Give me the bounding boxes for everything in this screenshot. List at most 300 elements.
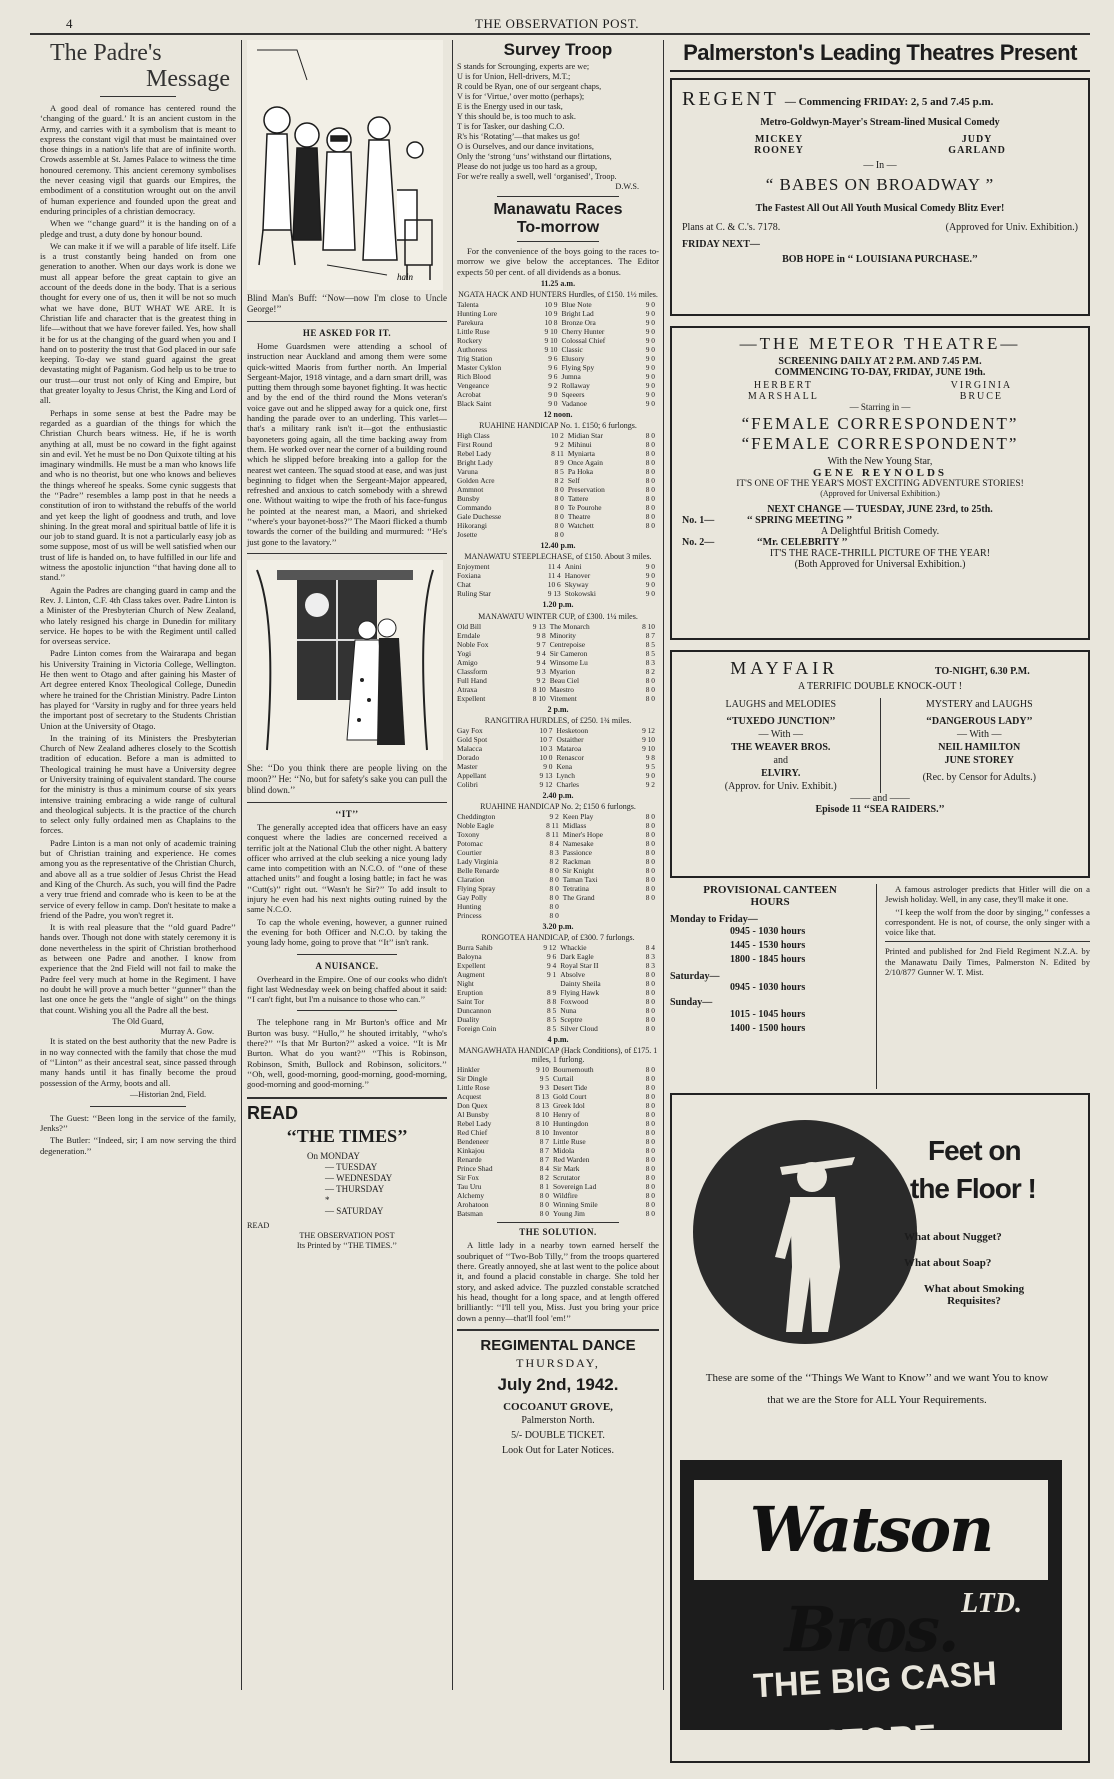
horse-name: Namesake — [562, 839, 594, 849]
race-row — [457, 1146, 659, 1155]
race-row — [457, 866, 659, 875]
padre-paragraph: Perhaps in some sense at best the Padre may be regarded as a guardian of the things for which the Christian Church bears witness. He, if he is worth anything at all, must be no coward in the fight against sin and evil. Yet he must be no Don Quixote tilting at his imaginary windmills. He must be a man who knows life and who is no theorist, but one who knows and believes the things whereof he speaks. Some cynic suggests that the ‘‘Padre’’ resembles a lamp post in that he needs a constitution of iron to withstand the rebuffs of the world and yet keep the light of goodness and truth, and love shining. In the great moral and spiritual battle of life it is our job to stand guard. It is not a particularly easy job as some suppose, most of us will be well satisfied when our trust of life is handed on, to have fulfilled in our life and witness the apostolic injunction ‘‘that having done all to stand.’’ — [40, 407, 236, 583]
canteen-hour: 1015 - 1045 hours — [730, 1009, 806, 1020]
races-intro: For the convenience of the boys going to the races to-morrow we give below the acceptances. The Editor expects 50 per cent. of all dividends as a bonus. — [457, 246, 659, 277]
race-row — [457, 327, 659, 336]
meteor-screening: SCREENING DAILY AT 2 P.M. AND 7.45 P.M. — [778, 356, 982, 367]
horse-weight: 9 0 — [645, 327, 655, 337]
horse-name: Absolve — [560, 970, 585, 980]
regent-name: REGENT — [682, 88, 779, 110]
horse-name: Eruption — [457, 988, 483, 998]
horse-name: Classic — [561, 345, 583, 355]
horse-weight: 8 0 — [645, 485, 655, 495]
canteen-hours — [670, 884, 877, 1089]
race-row — [457, 363, 659, 372]
race-row — [457, 676, 659, 685]
race-row — [457, 771, 659, 780]
horse-name: Inventor — [552, 1128, 579, 1138]
horse-name: Flying Spray — [457, 884, 496, 894]
history-paragraph: It is stated on the best authority that the new Padre is in no way connected with the family that chose the mud of ‘‘Linton’’ as their ancestral seat, since passed through many hands until it has finally become the proud possession of the Army, boots and all. — [40, 1036, 236, 1088]
race-row — [457, 839, 659, 848]
horse-weight: 8 0 — [645, 1006, 655, 1016]
dance-venue: COCOANUT GROVE, — [503, 1400, 613, 1413]
padre-paragraph: Again the Padres are changing guard in camp and the Rev. J. Linton, C.F. 4th Class takes over. Padre Linton is a Minister of the Presbyterian Church of New Zealand, who lately resigned his charge in Dunedin for military service. He hopes to be with the Regiment until called for overseas service. — [40, 584, 236, 647]
horse-weight: 8 0 — [645, 503, 655, 513]
mayfair-left-head: LAUGHS and MELODIES — [725, 699, 837, 710]
horse-weight: 8 0 — [645, 458, 655, 468]
horse-weight: 8 0 — [645, 431, 655, 441]
horse-weight: 9 0 — [645, 580, 655, 590]
race-row — [457, 530, 659, 539]
horse-weight: 8 0 — [554, 512, 564, 522]
asked-title: HE ASKED FOR IT. — [302, 328, 392, 338]
survey-line: R could be Ryan, one of our sergeant chaps, — [457, 82, 602, 91]
horse-weight: 9 4 — [536, 648, 546, 658]
survey-line: U is for Union, Hell-drivers, M.T.; — [457, 72, 571, 81]
horse-weight: 9 12 — [642, 725, 655, 735]
horse-weight: 8 0 — [645, 830, 655, 840]
mayfair-ad — [670, 650, 1090, 878]
horse-weight: 9 0 — [645, 399, 655, 409]
race-time: 1.20 p.m. — [542, 600, 574, 610]
race-name: MANGAWHATA HANDICAP (Hack Conditions), of £175. 1 miles, 1 furlong. — [458, 1046, 658, 1065]
solution-title: THE SOLUTION. — [519, 1227, 597, 1238]
horse-weight: 8 9 — [547, 988, 557, 998]
horse-name: Acquest — [457, 1092, 482, 1102]
race-row — [457, 1209, 659, 1218]
column-three — [457, 40, 659, 1700]
horse-weight: 9 13 — [547, 589, 561, 599]
horse-weight: 8 5 — [645, 639, 655, 649]
horse-name: Scrutator — [552, 1173, 581, 1183]
horse-name: Centrepoise — [549, 639, 586, 649]
race-row — [457, 884, 659, 893]
horse-name: Myniarta — [567, 449, 595, 459]
padre-paragraph: When we ‘‘change guard’’ it is the handing on of a pledge and trust, a duty done by honour bound. — [40, 218, 236, 239]
mayfair-left-with: — With — — [758, 729, 803, 740]
race-row — [457, 1074, 659, 1083]
horse-weight: 8 5 — [547, 1024, 557, 1034]
nuisance-title: A NUISANCE. — [315, 960, 379, 971]
horse-name: Hunting — [457, 902, 482, 912]
races-title-2: To-morrow — [516, 219, 600, 236]
horse-weight: 8 5 — [554, 467, 564, 477]
race-row — [457, 589, 659, 598]
horse-weight: 11 4 — [548, 571, 561, 581]
horse-weight: 8 0 — [645, 988, 655, 998]
race-field-table — [457, 1065, 659, 1218]
horse-weight: 9 6 — [547, 952, 557, 962]
race-row — [457, 848, 659, 857]
horse-weight: 8 0 — [645, 1191, 655, 1201]
horse-name: Rebel Lady — [457, 449, 492, 459]
horse-name: Tau Uru — [457, 1182, 482, 1192]
horse-name: Don Quex — [457, 1101, 488, 1111]
horse-name: Vengeance — [457, 381, 490, 391]
race-row — [457, 658, 659, 667]
joke-guest: The Guest: ‘‘Been long in the service of the family, Jenks?’’ — [40, 1112, 236, 1133]
dance-date: July 2nd, 1942. — [497, 1374, 619, 1394]
horse-name: Burra Sahib — [457, 943, 493, 953]
horse-weight: 8 7 — [539, 1137, 549, 1147]
feet-body: These are some of the ‘‘Things We Want to Know’’ and we want You to know that we are the Store for ALL Your Requirements. — [705, 1372, 1049, 1406]
watson-logo — [680, 1460, 1062, 1762]
horse-weight: 8 0 — [645, 440, 655, 450]
race-row — [457, 875, 659, 884]
race-row — [457, 780, 659, 789]
horse-weight: 9 5 — [539, 1074, 549, 1084]
race-row — [457, 309, 659, 318]
race-time: 12.40 p.m. — [540, 541, 576, 551]
horse-name: Renascor — [556, 752, 584, 762]
meteor-both: (Both Approved for Universal Exhibition.) — [794, 559, 966, 570]
horse-name: First Round — [457, 440, 493, 450]
horse-weight: 8 2 — [645, 666, 655, 676]
survey-line: V is for ‘Virtue,’ over motto (perhaps); — [457, 92, 585, 101]
race-row — [457, 449, 659, 458]
horse-weight: 9 0 — [645, 562, 655, 572]
horse-name: Sir Dingle — [457, 1074, 488, 1084]
race-row — [457, 580, 659, 589]
race-row — [457, 381, 659, 390]
race-field-table — [457, 431, 659, 539]
horse-name: Minority — [549, 630, 576, 640]
horse-weight: 9 0 — [543, 761, 553, 771]
horse-name: Renarde — [457, 1155, 482, 1165]
race-row — [457, 1182, 659, 1191]
page-number: 4 — [66, 16, 73, 31]
meteor-starring: — Starring in — — [849, 402, 911, 412]
horse-weight: 8 0 — [645, 893, 655, 903]
horse-name: Red Chief — [457, 1128, 488, 1138]
race-row — [457, 1024, 659, 1033]
horse-name — [568, 530, 635, 539]
mayfair-right-rec: (Rec. by Censor for Adults.) — [922, 772, 1036, 783]
mayfair-double: A TERRIFIC DOUBLE KNOCK-OUT ! — [797, 681, 963, 692]
race-row — [457, 812, 659, 821]
race-row — [457, 1092, 659, 1101]
horse-name: Self — [567, 476, 580, 486]
horse-name: Little Ruse — [552, 1137, 586, 1147]
horse-weight: 8 0 — [645, 1015, 655, 1025]
horse-name: Preservation — [567, 485, 605, 495]
race-row — [457, 1006, 659, 1015]
horse-name: Rollaway — [561, 381, 590, 391]
horse-weight: 8 13 — [536, 1101, 549, 1111]
horse-weight: 8 5 — [547, 1015, 557, 1025]
canteen-hour: 1800 - 1845 hours — [730, 954, 806, 965]
horse-weight: 9 10 — [536, 1065, 549, 1075]
horse-name: Mataroa — [556, 743, 582, 753]
horse-name: Sir Knight — [562, 866, 594, 876]
horse-name: Young Jim — [552, 1209, 585, 1219]
race-row — [457, 476, 659, 485]
horse-weight: 8 0 — [645, 521, 655, 531]
horse-weight: 8 10 — [536, 1119, 549, 1129]
horse-weight: 10 6 — [547, 580, 561, 590]
horse-weight: 8 13 — [536, 1092, 549, 1102]
horse-name: Sir Mark — [552, 1164, 580, 1174]
horse-name: Batsman — [457, 1209, 483, 1219]
race-field-table — [457, 622, 659, 703]
survey-line: R's his ‘Rotating’—that makes us go! — [457, 132, 581, 141]
horse-name: Taman Taxi — [562, 875, 598, 885]
horse-name: Greek Idol — [552, 1101, 585, 1111]
horse-weight: 8 0 — [645, 1200, 655, 1210]
canteen-hour: 1445 - 1530 hours — [730, 940, 806, 951]
dance-ticket: 5/- DOUBLE TICKET. — [511, 1429, 605, 1441]
horse-name: Belle Renarde — [457, 866, 500, 876]
race-name: RUAHINE HANDICAP No. 1. £150; 6 furlongs. — [479, 421, 637, 431]
race-row — [457, 1128, 659, 1137]
horse-name: Arohatoon — [457, 1200, 489, 1210]
feet-q2: What about Soap? — [904, 1257, 992, 1269]
race-row — [457, 902, 659, 911]
mayfair-left-star2: ELVIRY. — [761, 768, 801, 779]
regent-star1-last: ROONEY — [754, 145, 805, 156]
horse-name: Ruling Star — [457, 589, 491, 599]
horse-weight: 10 0 — [539, 752, 553, 762]
phone-text: The telephone rang in Mr Burton's office and Mr Burton was busy. ‘‘Hullo,’’ he shouted irritably, ‘‘who's there?’’ ‘‘Is that Mr Burton?’’ asked a voice. ‘‘It is Mr Burton. What do you want?’’ ‘‘This is Robinson, Robinson, Smith, Bullock and Robinson, solicitors.’’ ‘‘Oh, well, good-morning, good-morning, good-morning, good-morning and good-morning.’’ — [247, 1017, 447, 1090]
horse-name: Golden Acre — [457, 476, 495, 486]
horse-weight: 8 0 — [645, 1164, 655, 1174]
horse-name: Lady Virginia — [457, 857, 498, 867]
soldier-silhouette — [690, 1117, 920, 1347]
horse-weight: 9 0 — [645, 345, 655, 355]
mayfair-right-star2: JUNE STOREY — [944, 755, 1015, 766]
horse-weight: 8 0 — [645, 1119, 655, 1129]
horse-weight: 8 0 — [554, 503, 564, 513]
horse-name: Gold Spot — [457, 734, 488, 744]
horse-weight: 9 3 — [536, 666, 546, 676]
horse-name: Red Warden — [552, 1155, 590, 1165]
race-row — [457, 318, 659, 327]
horse-name: Bright Lady — [457, 458, 493, 468]
horse-weight: 8 0 — [539, 1209, 549, 1219]
dance-ad — [457, 1337, 659, 1456]
horse-name: Midola — [552, 1146, 575, 1156]
horse-name: Silver Cloud — [560, 1024, 598, 1034]
meteor-film-repeat: “FEMALE CORRESPONDENT” — [741, 434, 1019, 453]
race-time: 2 p.m. — [547, 704, 569, 714]
canteen-hour: 0945 - 1030 hours — [730, 926, 806, 937]
horse-name: Rich Blood — [457, 372, 491, 382]
meteor-new-star: With the New Young Star, — [827, 456, 933, 467]
horse-name: Expellent — [457, 693, 486, 703]
watson-banner: THE BIG CASH STORE — [752, 1654, 998, 1762]
horse-weight: 9 13 — [539, 770, 553, 780]
feet-title-1: Feet on — [928, 1135, 1021, 1166]
horse-weight: 8 9 — [554, 458, 564, 468]
padre-paragraph: A good deal of romance has centered round the ‘changing of the guard.’ It is an ancient custom in the Army, and carries with it a symbolism that is meant to express the constant vigil that must be maintained over those things in a nation's life that are of infinite worth. Crowds assemble at St. James Palace to witness the time honoured ceremony. This ancient ceremony symbolises the never ceasing vigil that guards our Empires, the embodiment of a constitution wrought out on the anvil of human experience and founded upon the great and enduring principles of a christian democracy. — [40, 103, 236, 216]
regent-star1-first: MICKEY — [754, 134, 804, 145]
horse-name: Colossal Chief — [561, 336, 606, 346]
horse-weight: 11 4 — [548, 562, 561, 572]
horse-weight: 10 8 — [544, 318, 558, 328]
horse-weight: 9 0 — [645, 381, 655, 391]
horse-name: Kena — [556, 761, 573, 771]
horse-name: Hunting Lore — [457, 309, 498, 319]
horse-weight: 9 1 — [547, 970, 557, 980]
regent-in: — In — — [863, 160, 897, 171]
horse-weight: 10 3 — [539, 743, 553, 753]
race-row — [457, 821, 659, 830]
mayfair-tonight: TO-NIGHT, 6.30 P.M. — [934, 666, 1030, 677]
horse-name: Maestro — [549, 684, 574, 694]
race-field-table — [457, 812, 659, 920]
race-row — [457, 622, 659, 631]
horse-weight: 9 10 — [642, 734, 655, 744]
horse-weight: 8 0 — [645, 1065, 655, 1075]
horse-weight: 8 10 — [642, 621, 655, 631]
horse-weight: 9 0 — [645, 309, 655, 319]
regent-plans: Plans at C. & C.'s. 7178. — [682, 222, 781, 233]
feet-q1: What about Nugget? — [904, 1231, 1002, 1243]
horse-weight: 8 3 — [549, 848, 559, 858]
day-item: TUESDAY — [336, 1162, 378, 1173]
horse-name: Enjoyment — [457, 562, 490, 572]
canteen-monday: Monday to Friday— — [670, 914, 758, 925]
day-item: WEDNESDAY — [336, 1173, 393, 1184]
horse-name: Trig Station — [457, 354, 493, 364]
horse-weight — [635, 530, 659, 539]
horse-weight: 9 6 — [548, 354, 558, 364]
race-row — [457, 354, 659, 363]
horse-weight: 8 0 — [549, 884, 559, 894]
padre-signature: The Old Guard, — [112, 1016, 164, 1026]
horse-weight: 9 10 — [642, 743, 655, 753]
race-field-table — [457, 300, 659, 408]
horse-name: Saint Tor — [457, 997, 485, 1007]
horse-weight: 10 9 — [544, 300, 558, 310]
race-row — [457, 726, 659, 735]
padre-title-2: Message — [146, 66, 230, 92]
horse-name: Whackie — [560, 943, 587, 953]
mayfair-right-film: ‘‘DANGEROUS LADY’’ — [925, 716, 1033, 727]
horse-weight: 9 0 — [645, 363, 655, 373]
race-row — [457, 390, 659, 399]
horse-weight: 9 8 — [645, 752, 655, 762]
horse-weight: 8 7 — [645, 630, 655, 640]
horse-name: Princess — [457, 911, 482, 921]
horse-weight: 8 4 — [549, 839, 559, 849]
canteen-sunday: Sunday— — [670, 997, 713, 1008]
horse-weight: 8 0 — [645, 1146, 655, 1156]
horse-name: Foreign Coin — [457, 1024, 497, 1034]
horse-name: Black Saint — [457, 399, 492, 409]
horse-weight — [529, 979, 560, 988]
horse-name: Bunsby — [457, 494, 480, 504]
horse-weight: 9 8 — [536, 630, 546, 640]
race-row — [457, 1164, 659, 1173]
canteen-hour: 0945 - 1030 hours — [730, 982, 806, 993]
horse-name: Master Cyklon — [457, 363, 502, 373]
horse-weight: 8 0 — [645, 1101, 655, 1111]
survey-line: T is for Tasker, our dashing C.O. — [457, 122, 565, 131]
race-row — [457, 399, 659, 408]
race-row — [457, 458, 659, 467]
horse-weight: 8 0 — [554, 530, 564, 540]
horse-weight: 10 9 — [544, 309, 558, 319]
horse-name: Sovereign Lad — [552, 1182, 597, 1192]
horse-weight: 8 3 — [645, 952, 655, 962]
horse-name: Sceptre — [560, 1015, 583, 1025]
horse-name: Skyway — [564, 580, 589, 590]
meteor-no2-desc: IT'S THE RACE-THRILL PICTURE OF THE YEAR! — [769, 548, 991, 559]
horse-name: Expellent — [457, 961, 486, 971]
race-row — [457, 753, 659, 762]
horse-weight: 8 8 — [547, 997, 557, 1007]
survey-line: S stands for Scrounging, experts are we; — [457, 62, 590, 71]
horse-name: Ostaither — [556, 734, 584, 744]
horse-name: Toxony — [457, 830, 480, 840]
horse-weight: 8 0 — [645, 1092, 655, 1102]
horse-weight: 8 0 — [549, 911, 559, 921]
horse-name: Atraxa — [457, 684, 478, 694]
horse-name: Sir Fox — [457, 1173, 479, 1183]
race-row — [457, 1191, 659, 1200]
moon-window-cartoon — [247, 560, 443, 760]
horse-weight: 8 0 — [549, 902, 559, 912]
meteor-star2-last: BRUCE — [959, 391, 1004, 402]
regent-star2-first: JUDY — [961, 134, 993, 145]
horse-weight: 9 2 — [536, 675, 546, 685]
horse-name: Parekura — [457, 318, 484, 328]
horse-weight: 8 3 — [645, 657, 655, 667]
horse-weight: 8 11 — [551, 449, 564, 459]
dance-town: Palmerston North. — [521, 1414, 595, 1426]
race-row — [457, 440, 659, 449]
race-row — [457, 694, 659, 703]
race-row — [457, 970, 659, 979]
horse-name: Miner's Hope — [562, 830, 603, 840]
horse-name: Henry of — [552, 1110, 580, 1120]
race-row — [457, 988, 659, 997]
horse-name: Charles — [556, 779, 580, 789]
horse-name: Cherry Hunter — [561, 327, 605, 337]
horse-name: Master — [457, 761, 478, 771]
horse-name: Classform — [457, 666, 488, 676]
horse-weight: 8 0 — [645, 821, 655, 831]
horse-weight: 8 0 — [554, 521, 564, 531]
horse-name: Royal Star II — [560, 961, 599, 971]
horse-weight: 8 11 — [546, 830, 559, 840]
horse-name: Gale Duchesse — [457, 512, 502, 522]
horse-weight: 8 4 — [645, 943, 655, 953]
horse-name: Jumna — [561, 372, 581, 382]
race-row — [457, 1173, 659, 1182]
horse-name: Nuna — [560, 1006, 577, 1016]
times-footer-2: Its Printed by ‘‘THE TIMES.’’ — [296, 1241, 398, 1251]
meteor-new-star-name: GENE REYNOLDS — [812, 467, 948, 479]
race-time: 2.40 p.m. — [542, 790, 574, 800]
horse-weight: 8 0 — [645, 1024, 655, 1034]
times-on: On — [307, 1151, 318, 1162]
horse-weight: 8 0 — [645, 684, 655, 694]
horse-name: Potomac — [457, 839, 483, 849]
horse-weight: 9 2 — [548, 381, 558, 391]
horse-weight: 9 0 — [645, 336, 655, 346]
it-text-2: To cap the whole evening, however, a gunner ruined the evening for both Officer and N.C.O. by taking the young lady home, going to prove that ‘‘It’’ isn't rank. — [247, 916, 447, 948]
race-time: 4 p.m. — [547, 1035, 569, 1045]
horse-name: Dark Eagle — [560, 952, 594, 962]
padre-title-1: The Padre's — [50, 40, 162, 66]
meteor-no2-film: ‘‘Mr. CELEBRITY ’’ — [756, 537, 848, 548]
horse-name: Gay Polly — [457, 893, 487, 903]
horse-name: Theatre — [567, 512, 591, 522]
nuisance-text: Overheard in the Empire. One of our cooks who didn't fight last Wednesday week on being chaffed about it said: ‘‘I can't fight, but I'm a nuisance to those who can.’’ — [247, 973, 447, 1005]
race-row — [457, 1137, 659, 1146]
